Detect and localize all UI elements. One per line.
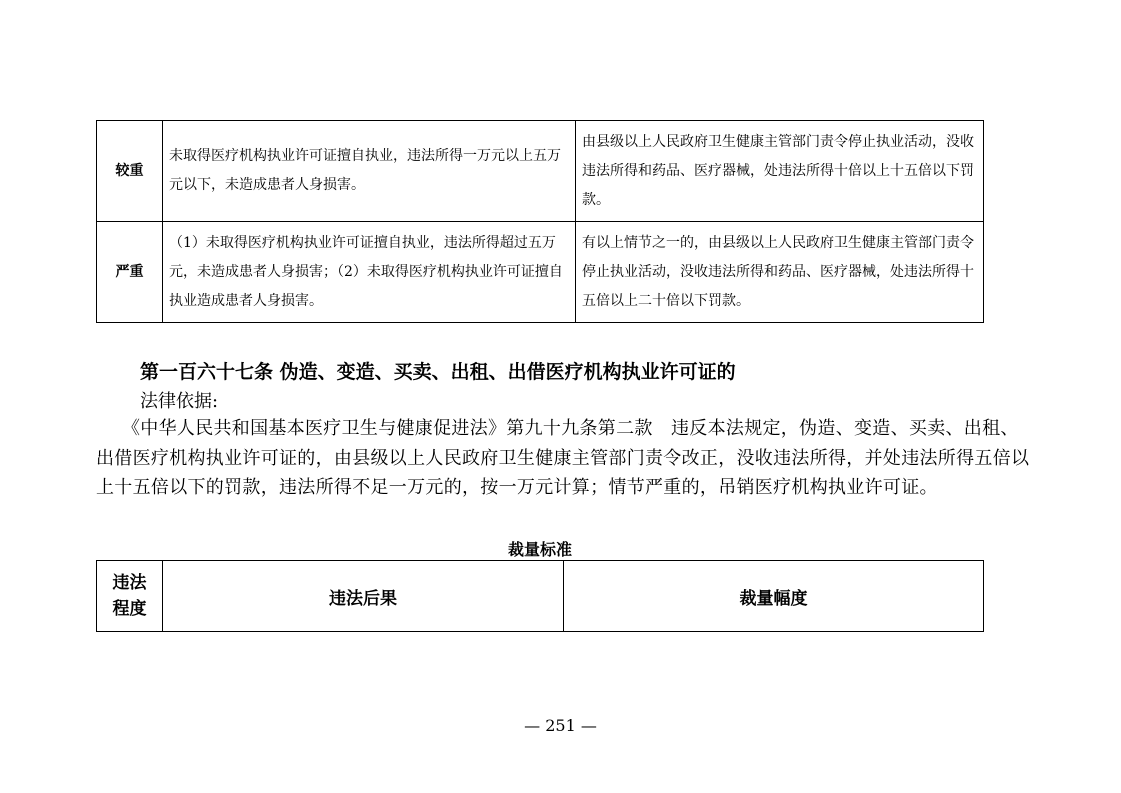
article-title: 第一百六十七条 伪造、变造、买卖、出租、出借医疗机构执业许可证的 — [140, 361, 736, 383]
table-row — [97, 121, 984, 222]
violation-level-cell: 严重 — [97, 222, 163, 323]
page-number: — 251 — — [524, 716, 597, 735]
violation-level-cell: 较重 — [97, 121, 163, 222]
header-violation-level — [97, 561, 163, 632]
legal-basis-label: 法律依据: — [140, 391, 219, 412]
discretion-standard-table — [96, 560, 984, 632]
consequence-cell: 未取得医疗机构执业许可证擅自执业，违法所得一万元以上五万元以下，未造成患者人身损害。 — [163, 121, 576, 222]
header-discretion-range: 裁量幅度 — [564, 561, 984, 632]
penalty-table-continued — [96, 120, 984, 323]
header-consequence: 违法后果 — [163, 561, 564, 632]
table-caption: 裁量标准 — [507, 540, 572, 559]
legal-basis-paragraph: 《中华人民共和国基本医疗卫生与健康促进法》第九十九条第二款 违反本法规定，伪造、变造、买卖、出租、出借医疗机构执业许可证的，由县级以上人民政府卫生健康主管部门责令改正，没收违法所得，并处违法所得五倍以上十五倍以下的罚款，违法所得不足一万元的，按一万元计算；情节严重的，吊销医疗机构执业许可证。 — [96, 418, 1030, 498]
penalty-cell: 有以上情节之一的，由县级以上人民政府卫生健康主管部门责令停止执业活动，没收违法所得和药品、医疗器械，处违法所得十五倍以上二十倍以下罚款。 — [576, 222, 984, 323]
header-level-line1: 违法 — [112, 573, 147, 593]
penalty-cell: 由县级以上人民政府卫生健康主管部门责令停止执业活动，没收违法所得和药品、医疗器械，处违法所得十倍以上十五倍以下罚款。 — [576, 121, 984, 222]
header-level-line2: 程度 — [112, 599, 147, 619]
table-header-row — [97, 561, 984, 632]
consequence-cell: （1）未取得医疗机构执业许可证擅自执业，违法所得超过五万元，未造成患者人身损害；（2）未取得医疗机构执业许可证擅自执业造成患者人身损害。 — [163, 222, 576, 323]
table-row — [97, 222, 984, 323]
